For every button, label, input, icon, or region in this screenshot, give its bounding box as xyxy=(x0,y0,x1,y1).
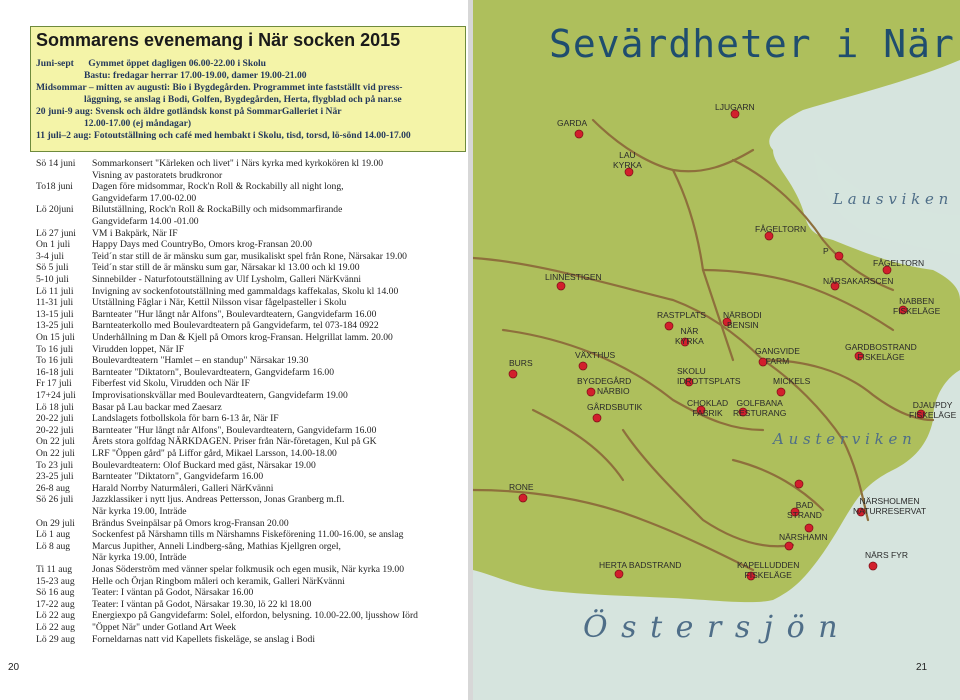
event-date: 26-8 aug xyxy=(36,482,70,494)
event-date: 13-25 juli xyxy=(36,320,74,332)
event-date: 3-4 juli xyxy=(36,250,64,262)
page-title: Sommarens evenemang i När socken 2015 xyxy=(36,30,401,50)
location-marker xyxy=(579,362,587,370)
event-description: Teater: I väntan på Godot, Närsakar 16.00 xyxy=(92,587,254,599)
event-description: Invigning av sockenfotoutställning med gammaldags kaffekalas, Skolu kl 14.00 xyxy=(92,285,399,297)
event-date: To18 juni xyxy=(36,181,73,193)
event-description: Visning av pastoratets brudkronor xyxy=(92,169,223,181)
location-marker xyxy=(835,252,843,260)
event-description: Dagen före midsommar, Rock'n Roll & Rockabilly all night long, xyxy=(92,181,344,193)
place-label-p: P xyxy=(823,246,829,256)
event-date: 17+24 juli xyxy=(36,390,76,401)
event-description: Gangvidefarm 14.00 -01.00 xyxy=(92,216,199,227)
place-label-ljugarn: LJUGARN xyxy=(715,102,755,112)
event-description: Teater: I väntan på Godot, Närsakar 19.30, lö 22 kl 18.00 xyxy=(92,598,312,610)
place-label-gardbostrand: GARDBOSTRAND FISKELÄGE xyxy=(845,342,917,362)
event-date: Sö 5 juli xyxy=(36,262,69,274)
event-date: To 16 juli xyxy=(36,343,74,355)
location-marker xyxy=(575,130,583,138)
event-description: Barnteater "Hur långt når Alfons", Boulevardteatern, Gangvidefarm 16.00 xyxy=(92,308,377,320)
event-date: Lö 1 aug xyxy=(36,529,71,541)
opening-hours-line: 12.00-17.00 (ej måndagar) xyxy=(36,118,192,129)
place-label-fageltorn2: FÅGELTORN xyxy=(873,258,925,268)
sea-label-lausviken: L a u s v i k e n xyxy=(833,190,949,208)
event-description: Gangvidefarm 17.00-02.00 xyxy=(92,192,197,204)
place-label-skolu: SKOLU xyxy=(677,366,706,376)
event-date: On 22 juli xyxy=(36,448,75,459)
event-description: LRF "Öppen gård" på Liffor gård, Mikael Larsson, 14.00-18.00 xyxy=(92,448,337,459)
place-label-linnestigen: LINNÉSTIGEN xyxy=(545,272,602,282)
place-label-mickels: MICKELS xyxy=(773,376,811,386)
left-page xyxy=(0,0,470,700)
place-label-vaxthus: VÄXTHUS xyxy=(575,350,616,360)
place-label-bensin: BENSIN xyxy=(727,320,759,330)
location-marker xyxy=(593,414,601,422)
event-description: Jazzklassiker i nytt ljus. Andreas Pettersson, Jonas Granberg m.fl. xyxy=(92,494,345,506)
page-number-left: 20 xyxy=(8,662,20,673)
event-description: Sockenfest på Närshamn tills m Närshamns Fiskeförening 11.00-16.00, se anslag xyxy=(92,529,404,541)
event-date: On 15 juli xyxy=(36,332,75,343)
location-marker xyxy=(587,388,595,396)
event-date: Sö 14 juni xyxy=(36,158,76,169)
event-description: Helle och Örjan Ringbom måleri och keramik, Galleri NärKvänni xyxy=(92,575,345,587)
event-description: VM i Bakpärk, När IF xyxy=(92,227,178,239)
location-marker xyxy=(869,562,877,570)
place-label-lau-kyrka: LAU KYRKA xyxy=(613,150,642,170)
event-description: Brändus Sveinpälsar på Omors krog-Fransan 20.00 xyxy=(92,517,289,529)
map-title: Sevärdheter i När xyxy=(549,22,955,66)
place-label-gangvide: GANGVIDE FARM xyxy=(755,346,800,366)
opening-hours-line: läggning, se anslag i Bodi, Golfen, Bygdegården, Herta, flygblad och på nar.se xyxy=(36,94,402,105)
place-label-nars-fyr: NÄRS FYR xyxy=(865,550,908,560)
place-label-nar-kyrka: NÄR KYRKA xyxy=(675,326,704,346)
place-label-idrottsplats: IDROTTSPLATS xyxy=(677,376,741,386)
event-date: On 22 juli xyxy=(36,436,75,448)
event-date: Fr 17 juli xyxy=(36,378,72,390)
location-marker xyxy=(557,282,565,290)
place-label-narsholmen: NÄRSHOLMEN NATURRESERVAT xyxy=(853,496,927,516)
event-description: Basar på Lau backar med Zaesarz xyxy=(92,401,222,413)
event-description: Jonas Söderström med vänner spelar folkmusik och egen musik, När kyrka 19.00 xyxy=(92,564,404,575)
event-date: On 29 juli xyxy=(36,517,75,529)
event-description: Happy Days med CountryBo, Omors krog-Fransan 20.00 xyxy=(92,239,313,251)
place-label-djaupdy: DJAUPDY FISKELÄGE xyxy=(909,400,957,420)
event-date: Lö 29 aug xyxy=(36,633,75,645)
event-description: Bilutställning, Rock'n Roll & RockaBilly och midsommarfirande xyxy=(92,204,343,216)
event-description: Landslagets fotbollskola för barn 6-13 år, När IF xyxy=(92,413,279,425)
event-date: On 1 juli xyxy=(36,239,71,251)
place-label-bygdegard: BYGDEGÅRD xyxy=(577,376,632,386)
event-date: 5-10 juli xyxy=(36,274,69,285)
event-description: Barnteater "Diktatorn", Boulevardteatern, Gangvidefarm 16.00 xyxy=(92,366,334,378)
event-date: 16-18 juli xyxy=(36,366,74,378)
place-label-burs: BURS xyxy=(509,358,533,368)
event-date: Sö 26 juli xyxy=(36,494,74,506)
event-date: 17-22 aug xyxy=(36,598,75,610)
event-description: Sommarkonsert "Kärleken och livet" i Närs kyrka med kyrkokören kl 19.00 xyxy=(92,158,384,169)
event-date: 13-15 juli xyxy=(36,308,74,320)
event-date: Lö 22 aug xyxy=(36,610,75,622)
event-date: 11-31 juli xyxy=(36,297,74,309)
place-label-narbio: NÄRBIO xyxy=(597,386,630,396)
opening-hours-line: 20 juni-9 aug: Svensk och äldre gotländsk konst på SommarGalleriet i När xyxy=(36,106,342,117)
event-date: Ti 11 aug xyxy=(36,564,73,575)
opening-hours-line: Bastu: fredagar herrar 17.00-19.00, damer 19.00-21.00 xyxy=(36,70,307,81)
place-label-rone: RONE xyxy=(509,482,534,492)
event-date: Lö 8 aug xyxy=(36,540,71,552)
event-date: To 16 juli xyxy=(36,355,74,367)
sea-label-austerviken: A u s t e r v i k e n xyxy=(773,430,912,448)
location-marker xyxy=(805,524,813,532)
place-label-hertha: HERTA BADSTRAND xyxy=(599,560,682,570)
event-date: To 23 juli xyxy=(36,459,74,471)
place-label-kapelludden: KAPELLUDDEN FISKELÄGE xyxy=(737,560,800,580)
event-description: Barnteater "Hur långt når Alfons", Boulevardteatern, Gangvidefarm 16.00 xyxy=(92,424,377,436)
event-description: När kyrka 19.00, Inträde xyxy=(92,552,187,564)
place-label-rastplats: RASTPLATS xyxy=(657,310,706,320)
event-description: Barnteaterkollo med Boulevardteatern på Gangvidefarm, tel 073-184 0922 xyxy=(92,320,379,332)
event-date: 20-22 juli xyxy=(36,413,74,425)
event-description: Boulevardteatern "Hamlet – en standup" Närsakar 19.30 xyxy=(92,355,309,367)
event-date: Lö 22 aug xyxy=(36,622,75,633)
event-description: Teid´n star still de är mänsku sum gar, Närsakar kl 13.00 och kl 19.00 xyxy=(92,262,360,274)
event-description: Underhållning m Dan & Kjell på Omors krog-Fransan. Helgrillat lamm. 20.00 xyxy=(92,332,393,343)
event-description: Sinnebilder - Naturfotoutställning av Ulf Lysholm, Galleri NärKvänni xyxy=(92,274,362,285)
event-description: När kyrka 19.00, Inträde xyxy=(92,506,187,517)
event-date: 23-25 juli xyxy=(36,471,74,483)
event-description: Forneldarnas natt vid Kapellets fiskeläge, se anslag i Bodi xyxy=(92,633,315,645)
location-marker xyxy=(795,480,803,488)
map-page xyxy=(473,0,960,700)
place-label-garda: GARDA xyxy=(557,118,588,128)
event-description: Virudden loppet, När IF xyxy=(92,343,185,355)
event-date: 15-23 aug xyxy=(36,575,75,587)
location-marker xyxy=(615,570,623,578)
event-date: Sö 16 aug xyxy=(36,587,75,599)
place-label-fageltorn1: FÅGELTORN xyxy=(755,224,807,234)
event-date: Lö 27 juni xyxy=(36,227,76,239)
event-description: Utställning Fåglar i När, Kettil Nilsson visar fågelpasteller i Skolu xyxy=(92,297,347,309)
page-number-right: 21 xyxy=(916,662,928,673)
event-description: Årets stora golfdag NÄRKDAGEN. Priser från När-företagen, Kul på GK xyxy=(92,436,377,448)
event-description: "Öppet När" under Gotland Art Week xyxy=(92,622,237,633)
event-description: Harald Norrby Naturmåleri, Galleri NärKvänni xyxy=(92,482,274,494)
place-label-nabben: NABBEN FISKELÄGE xyxy=(893,296,941,316)
place-label-narsakarscen: NÄRSAKARSCEN xyxy=(823,276,894,286)
event-description: Energiexpo på Gangvidefarm: Solel, elfordon, belysning. 10.00-22.00, ljusshow Iörd xyxy=(92,610,418,622)
place-label-narbodi: NÄRBODI xyxy=(723,310,762,320)
sea-label-ostersjon: Ö s t e r s j ö n xyxy=(583,610,840,645)
opening-hours-line: Midsommar – mitten av augusti: Bio i Bygdegården. Programmet inte fastställt vid press- xyxy=(36,82,403,93)
location-marker xyxy=(509,370,517,378)
place-label-bad-strand: BAD STRAND xyxy=(787,500,822,520)
event-description: Boulevardteatern: Olof Buckard med gäst, Närsakar 19.00 xyxy=(92,459,316,471)
location-marker xyxy=(777,388,785,396)
opening-hours-line: Juni-sept Gymmet öppet dagligen 06.00-22.00 i Skolu xyxy=(36,58,267,69)
place-label-chokladfabrik: CHOKLAD FABRIK xyxy=(687,398,729,418)
place-label-golfbana: GOLFBANA RESTURANG xyxy=(733,398,787,418)
location-marker xyxy=(519,494,527,502)
opening-hours-line: 11 juli–2 aug: Fotoutställning och café med hembakt i Skolu, tisd, torsd, lö-sönd 14.00-17.00 xyxy=(36,130,411,141)
place-label-narshamn: NÄRSHAMN xyxy=(779,532,828,542)
event-date: 20-22 juli xyxy=(36,424,74,436)
place-label-gardsbutik: GÅRDSBUTIK xyxy=(587,402,643,412)
event-description: Marcus Jupither, Anneli Lindberg-sång, Mathias Kjellgren orgel, xyxy=(92,540,341,552)
location-marker xyxy=(665,322,673,330)
event-description: Barnteater "Diktatorn", Gangvidefarm 16.00 xyxy=(92,471,264,483)
event-date: Lö 18 juli xyxy=(36,401,74,413)
event-description: Improvisationskvällar med Boulevardteatern, Gangvidefarm 19.00 xyxy=(92,390,348,401)
event-description: Teid´n star still de är mänsku sum gar, musikaliskt spel från Rone, Närsakar 19.00 xyxy=(92,250,407,262)
event-description: Fiberfest vid Skolu, Virudden och När IF xyxy=(92,378,250,390)
location-marker xyxy=(785,542,793,550)
event-date: Lö 11 juli xyxy=(36,285,74,297)
event-date: Lö 20juni xyxy=(36,204,74,216)
